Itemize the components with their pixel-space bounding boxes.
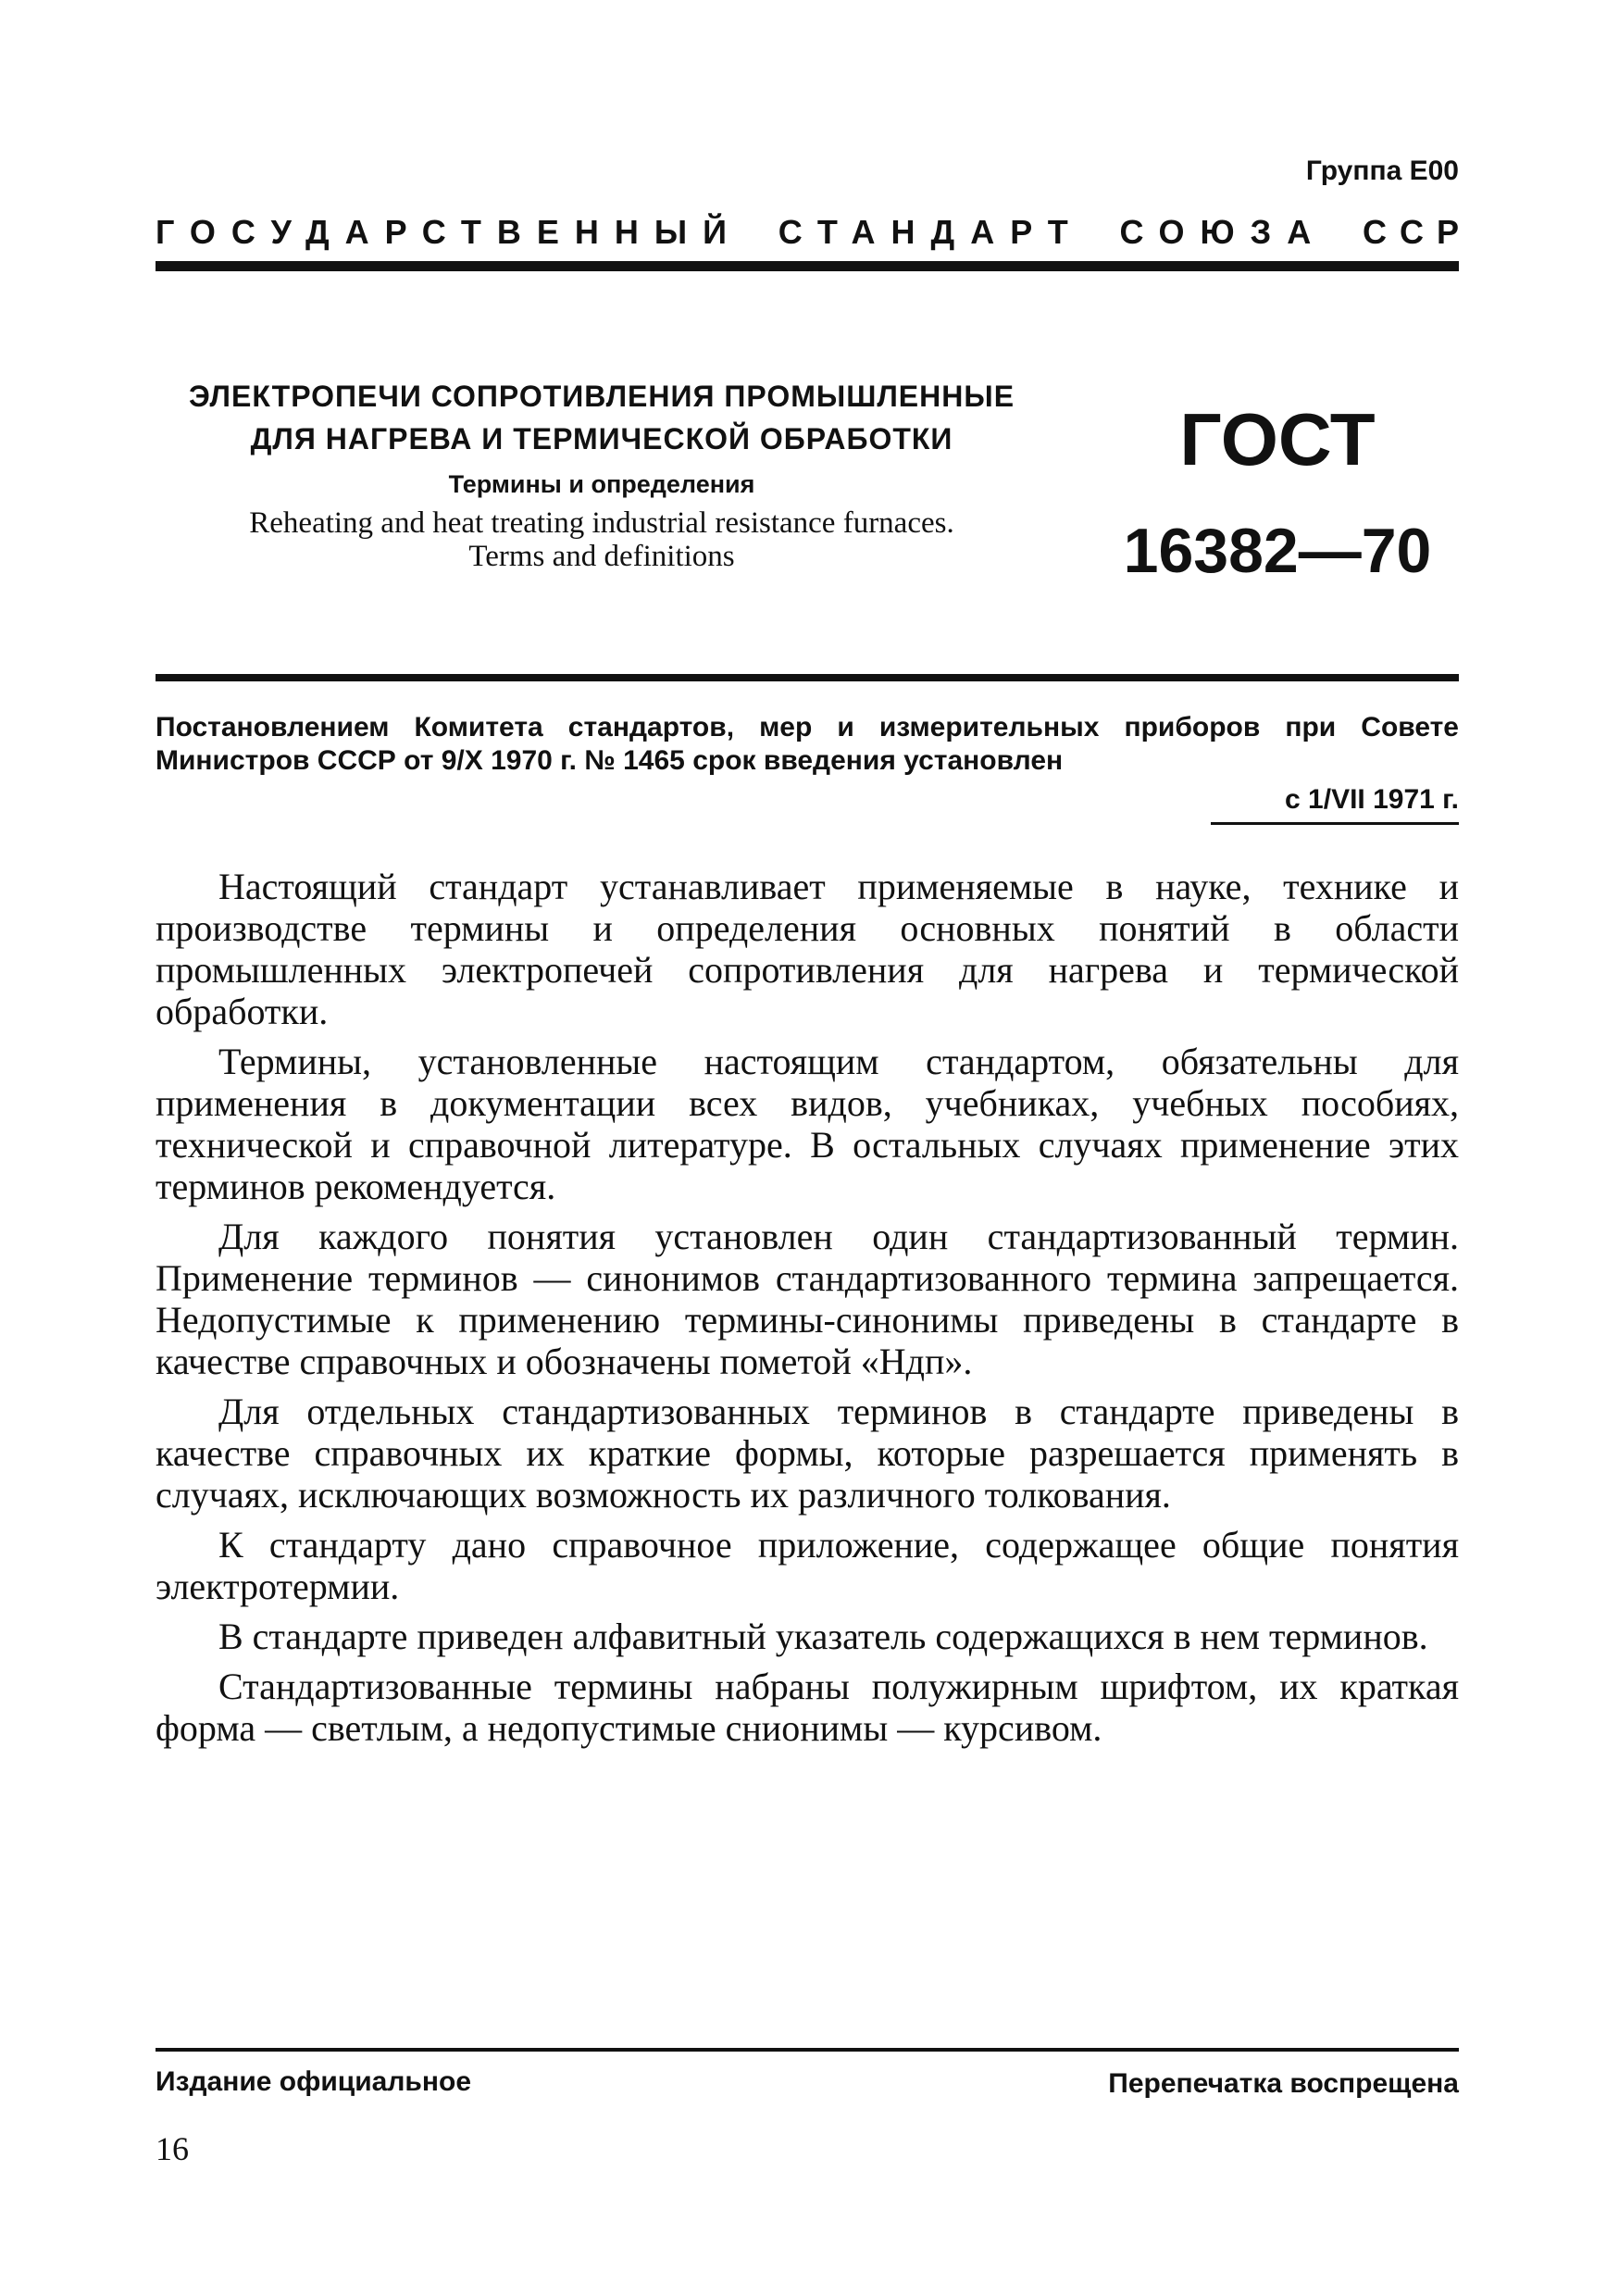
standard-header: [156, 209, 1472, 256]
paragraph: К стандарту дано справочное приложение, содержащее общие понятия электротермии.: [156, 1524, 1459, 1607]
title-line-1: ЭЛЕКТРОПЕЧИ СОПРОТИВЛЕНИЯ ПРОМЫШЛЕННЫЕ: [188, 380, 1015, 413]
header-word-state: ГОСУДАРСТВЕННЫЙ: [156, 213, 743, 251]
paragraph: Настоящий стандарт устанавливает применяемые в науке, технике и производстве термины и определения основных понятий в области промышленных электропечей сопротивления для нагрева и термической обработки.: [156, 866, 1459, 1032]
title-line-2: ДЛЯ НАГРЕВА И ТЕРМИЧЕСКОЙ ОБРАБОТКИ: [250, 422, 953, 455]
title-rule: [156, 674, 1459, 681]
group-code: Группа Е00: [1305, 156, 1459, 186]
decree-date-underline: [1211, 822, 1459, 825]
paragraph: В стандарте приведен алфавитный указатель содержащихся в нем терминов.: [218, 1616, 1428, 1657]
header-word-ussr: ССР: [1362, 213, 1472, 251]
body-text: [156, 866, 1459, 1757]
gost-number: 16382—70: [1123, 516, 1432, 586]
reprint-prohibited-note: Перепечатка воспрещена: [1108, 2068, 1459, 2099]
header-word-union: СОЮЗА: [1119, 213, 1327, 251]
footer-rule: [156, 2048, 1459, 2052]
header-word-standard: СТАНДАРТ: [778, 213, 1084, 251]
decree-text: Постановлением Комитета стандартов, мер и измерительных приборов при Совете Министров СССР от 9/X 1970 г. № 1465 срок введения установлен: [156, 712, 1459, 776]
paragraph: Термины, установленные настоящим стандартом, обязательны для применения в документации всех видов, учебниках, учебных пособиях, технической и справочной литературе. В остальных случаях применение этих терминов рекомендуется.: [156, 1041, 1459, 1207]
header-rule: [156, 261, 1459, 271]
paragraph: Стандартизованные термины набраны полужирным шрифтом, их краткая форма — светлым, а недопустимые снионимы — курсивом.: [156, 1666, 1459, 1749]
title-subtitle: Термины и определения: [448, 470, 755, 498]
page-number: 16: [156, 2130, 189, 2167]
paragraph: Для отдельных стандартизованных терминов в стандарте приведены в качестве справочных их краткие формы, которые разрешается применять в случаях, исключающих возможность их различного толкования.: [156, 1391, 1459, 1516]
decree-date: с 1/VII 1971 г.: [1285, 784, 1459, 815]
english-title-line-2: Terms and definitions: [468, 540, 735, 573]
gost-label: ГОСТ: [1179, 398, 1376, 480]
paragraph: Для каждого понятия установлен один стандартизованный термин. Применение терминов — синонимов стандартизованного термина запрещается. Недопустимые к применению термины-синонимы приведены в стандарте в качестве справочных и обозначены пометой «Ндп».: [156, 1216, 1459, 1382]
english-title-line-1: Reheating and heat treating industrial resistance furnaces.: [249, 506, 954, 540]
official-edition-note: Издание официальное: [156, 2066, 472, 2097]
title-block: [139, 375, 1065, 573]
